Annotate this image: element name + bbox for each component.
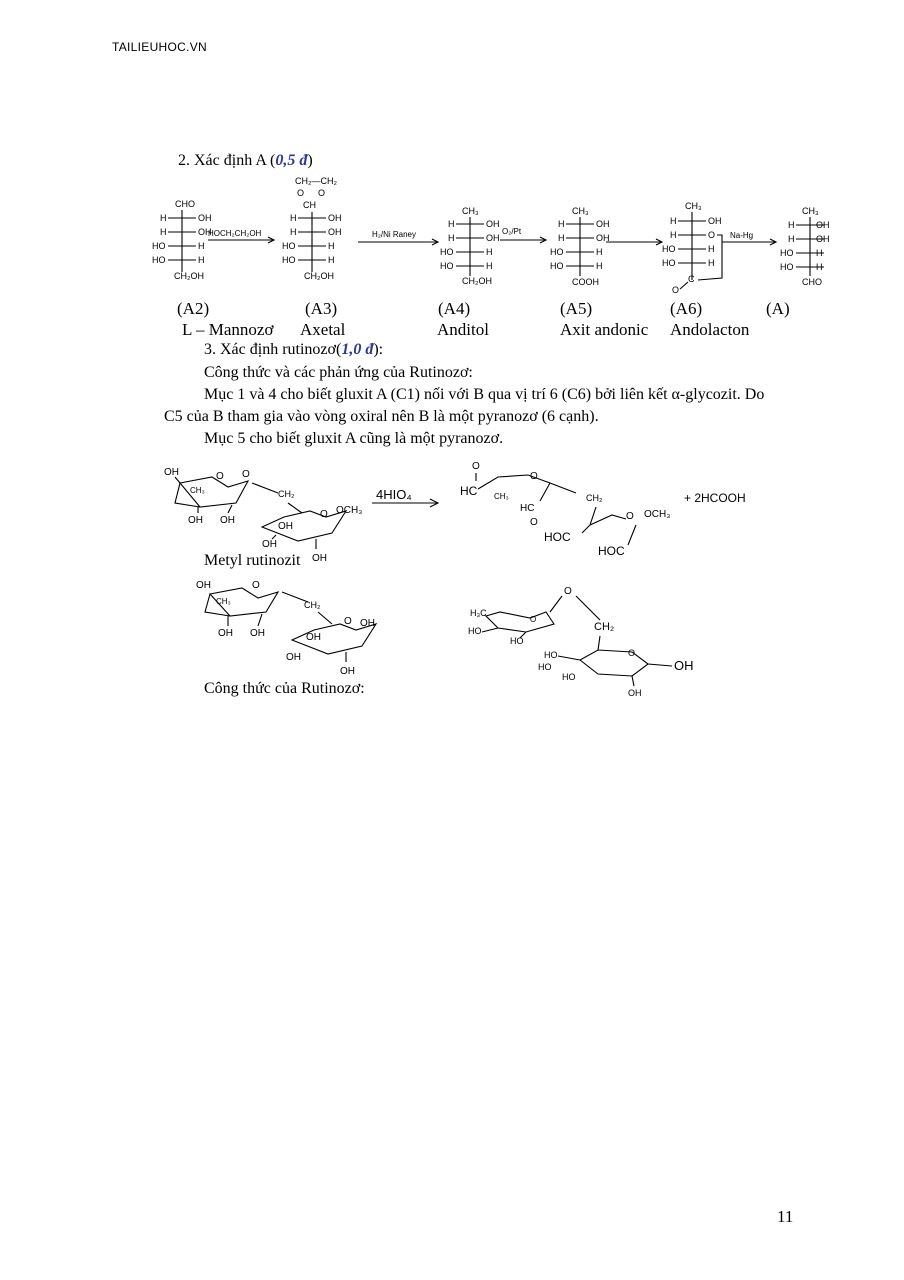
svg-text:CH₂: CH₂ xyxy=(586,493,603,503)
svg-text:OCH₃: OCH₃ xyxy=(336,505,363,516)
section-2-points: 0,5 đ xyxy=(275,152,308,169)
svg-text:CH₃: CH₃ xyxy=(494,492,509,501)
svg-text:HO: HO xyxy=(662,244,676,254)
svg-text:CH₂OH: CH₂OH xyxy=(174,271,204,281)
caption-methyl-rutinoside: Metyl rutinozit xyxy=(204,552,301,569)
svg-text:O: O xyxy=(530,517,538,528)
svg-text:O: O xyxy=(672,285,680,295)
svg-text:HOC: HOC xyxy=(598,544,625,558)
svg-text:HO: HO xyxy=(550,247,564,257)
svg-text:HO: HO xyxy=(152,241,166,251)
svg-text:HO: HO xyxy=(440,261,454,271)
svg-text:CH₂OH: CH₂OH xyxy=(304,271,334,281)
paragraph-item5: Mục 5 cho biết gluxit A cũng là một pyranozơ. xyxy=(204,430,504,447)
svg-text:H: H xyxy=(290,227,297,237)
svg-text:HO: HO xyxy=(780,248,794,258)
svg-text:O: O xyxy=(530,471,538,482)
svg-text:H: H xyxy=(448,233,455,243)
reagent-nahg: Na-Hg xyxy=(730,231,754,240)
section-3-points: 1,0 đ xyxy=(341,341,374,358)
name-a5: Axit andonic xyxy=(560,320,649,339)
name-a4: Anditol xyxy=(437,320,489,339)
svg-text:H: H xyxy=(816,262,823,272)
svg-text:H₃C: H₃C xyxy=(470,608,487,618)
svg-text:HO: HO xyxy=(562,672,576,682)
svg-text:OH: OH xyxy=(596,233,610,243)
svg-text:OH: OH xyxy=(220,515,235,526)
svg-text:OH: OH xyxy=(486,233,500,243)
svg-text:H: H xyxy=(558,219,565,229)
svg-text:HC: HC xyxy=(460,484,478,498)
svg-text:O: O xyxy=(318,188,326,198)
svg-text:CH₃: CH₃ xyxy=(462,206,479,216)
reagent-oxidize: O₂/Pt xyxy=(502,227,522,236)
paragraph-item1: Mục 1 và 4 cho biết gluxit A (C1) nối với B qua vị trí 6 (C6) bởi liên kết α-glycozit. Do xyxy=(204,386,765,403)
svg-text:HO: HO xyxy=(550,261,564,271)
svg-text:H: H xyxy=(558,233,565,243)
svg-text:OH: OH xyxy=(286,652,301,663)
section-2-suffix: ) xyxy=(307,152,313,169)
dialdehyde-product xyxy=(460,461,670,558)
rutinose-haworth-left xyxy=(196,580,376,677)
byproduct-formic-acid: + 2HCOOH xyxy=(684,491,746,505)
arrow-acetal xyxy=(208,229,274,243)
svg-text:OH: OH xyxy=(628,688,642,698)
section-3-prefix: 3. Xác định rutinozơ( xyxy=(204,341,342,358)
svg-text:OH: OH xyxy=(360,618,375,629)
svg-text:O: O xyxy=(708,230,716,240)
svg-text:H: H xyxy=(290,213,297,223)
label-a3: (A3) xyxy=(305,299,338,318)
fischer-a2 xyxy=(152,199,212,281)
svg-text:H: H xyxy=(670,216,677,226)
name-a2: L – Mannozơ xyxy=(182,320,274,339)
arrow-oxidize xyxy=(500,227,546,243)
label-a6: (A6) xyxy=(670,299,703,318)
svg-text:H: H xyxy=(708,244,715,254)
rhamnose-ring xyxy=(164,467,295,526)
section-3-suffix: ): xyxy=(373,341,384,358)
fischer-a6 xyxy=(662,201,722,295)
svg-text:HC: HC xyxy=(520,503,535,514)
section-3-heading xyxy=(204,341,383,359)
svg-text:CHO: CHO xyxy=(802,277,822,287)
page-number: 11 xyxy=(777,1207,794,1226)
svg-text:H: H xyxy=(486,261,493,271)
svg-text:CH: CH xyxy=(303,200,316,210)
label-a4: (A4) xyxy=(438,299,471,318)
svg-text:OH: OH xyxy=(328,227,342,237)
svg-text:HO: HO xyxy=(282,241,296,251)
fischer-a5 xyxy=(550,206,610,287)
svg-text:O: O xyxy=(242,469,250,480)
reagent-acetal: HOCH₂CH₂OH xyxy=(208,229,262,238)
svg-text:H: H xyxy=(160,227,167,237)
label-a5: (A5) xyxy=(560,299,593,318)
svg-text:OH: OH xyxy=(708,216,722,226)
rutinose-chair-right xyxy=(468,586,694,698)
svg-text:H: H xyxy=(708,258,715,268)
svg-text:HO: HO xyxy=(662,258,676,268)
caption-rutinose: Công thức của Rutinozơ: xyxy=(204,680,365,697)
svg-text:H: H xyxy=(596,247,603,257)
name-a3: Axetal xyxy=(300,320,346,339)
svg-text:OH: OH xyxy=(164,467,179,478)
fischer-a3 xyxy=(282,176,342,281)
svg-text:O: O xyxy=(472,461,480,472)
svg-text:H: H xyxy=(160,213,167,223)
svg-text:HOC: HOC xyxy=(544,530,571,544)
svg-text:HO: HO xyxy=(538,662,552,672)
svg-text:OH: OH xyxy=(262,539,277,550)
svg-text:O: O xyxy=(320,509,328,520)
svg-text:CH₂: CH₂ xyxy=(278,489,295,499)
paragraph-item1-cont: C5 của B tham gia vào vòng oxiral nên B là một pyranozơ (6 cạnh). xyxy=(164,408,599,425)
svg-text:H: H xyxy=(596,261,603,271)
svg-text:OH: OH xyxy=(198,213,212,223)
svg-text:HO: HO xyxy=(282,255,296,265)
svg-text:OH: OH xyxy=(278,521,293,532)
svg-text:OH: OH xyxy=(218,628,233,639)
svg-text:OH: OH xyxy=(816,220,830,230)
svg-text:OH: OH xyxy=(250,628,265,639)
svg-text:CH₂—CH₂: CH₂—CH₂ xyxy=(295,176,337,186)
svg-text:CH₃: CH₃ xyxy=(685,201,702,211)
svg-text:COOH: COOH xyxy=(572,277,599,287)
reagent-hio4: 4HIO₄ xyxy=(376,487,412,502)
svg-text:CHO: CHO xyxy=(175,199,195,209)
svg-text:H: H xyxy=(670,230,677,240)
svg-text:OH: OH xyxy=(596,219,610,229)
fischer-a-product xyxy=(780,206,830,287)
reagent-reduce: H₂/Ni Raney xyxy=(372,230,417,239)
svg-text:O: O xyxy=(344,616,352,627)
svg-text:H: H xyxy=(816,248,823,258)
svg-text:O: O xyxy=(564,586,572,597)
svg-text:CH₃: CH₃ xyxy=(190,486,205,495)
svg-text:H: H xyxy=(328,255,335,265)
svg-text:H: H xyxy=(198,241,205,251)
svg-text:O: O xyxy=(252,580,260,591)
arrow-reduce-nahg xyxy=(722,231,776,245)
label-a2: (A2) xyxy=(177,299,210,318)
paragraph-intro: Công thức và các phản ứng của Rutinozơ: xyxy=(204,364,473,381)
arrow-lactonize xyxy=(606,239,662,245)
label-a: (A) xyxy=(766,299,790,318)
svg-text:HO: HO xyxy=(544,650,558,660)
periodate-arrow xyxy=(372,487,438,507)
svg-text:OH: OH xyxy=(198,227,212,237)
svg-text:CH₃: CH₃ xyxy=(216,597,231,606)
svg-text:OH: OH xyxy=(674,658,694,673)
svg-text:OH: OH xyxy=(196,580,211,591)
svg-text:CH₂: CH₂ xyxy=(594,621,615,633)
svg-text:H: H xyxy=(486,247,493,257)
svg-text:HO: HO xyxy=(440,247,454,257)
svg-text:CH₂OH: CH₂OH xyxy=(462,276,492,286)
svg-text:O: O xyxy=(628,648,636,658)
section-2-heading xyxy=(178,152,313,170)
svg-text:O: O xyxy=(626,511,634,522)
svg-text:OCH₃: OCH₃ xyxy=(644,509,671,520)
svg-text:OH: OH xyxy=(486,219,500,229)
svg-text:H: H xyxy=(788,220,795,230)
svg-text:OH: OH xyxy=(816,234,830,244)
svg-text:OH: OH xyxy=(340,666,355,677)
arrow-reduce xyxy=(358,230,438,245)
svg-text:HO: HO xyxy=(780,262,794,272)
svg-text:CH₃: CH₃ xyxy=(572,206,589,216)
svg-text:H: H xyxy=(448,219,455,229)
fischer-a4 xyxy=(440,206,500,286)
site-header: TAILIEUHOC.VN xyxy=(112,40,208,54)
svg-text:O: O xyxy=(297,188,305,198)
svg-text:OH: OH xyxy=(188,515,203,526)
svg-text:HO: HO xyxy=(510,636,524,646)
svg-text:H: H xyxy=(788,234,795,244)
svg-text:CH₃: CH₃ xyxy=(802,206,819,216)
svg-text:OH: OH xyxy=(306,632,321,643)
svg-text:HO: HO xyxy=(468,626,482,636)
svg-text:HO: HO xyxy=(152,255,166,265)
svg-text:H: H xyxy=(328,241,335,251)
svg-text:H: H xyxy=(198,255,205,265)
section-2-prefix: 2. Xác định A ( xyxy=(178,152,276,169)
mannose-reaction-scheme xyxy=(140,172,840,297)
name-a6: Andolacton xyxy=(670,320,750,339)
svg-text:C: C xyxy=(688,274,695,284)
svg-text:OH: OH xyxy=(328,213,342,223)
svg-text:O: O xyxy=(216,471,224,482)
svg-text:CH₂: CH₂ xyxy=(304,600,321,610)
svg-text:O: O xyxy=(530,615,537,624)
svg-text:OH: OH xyxy=(312,553,327,564)
